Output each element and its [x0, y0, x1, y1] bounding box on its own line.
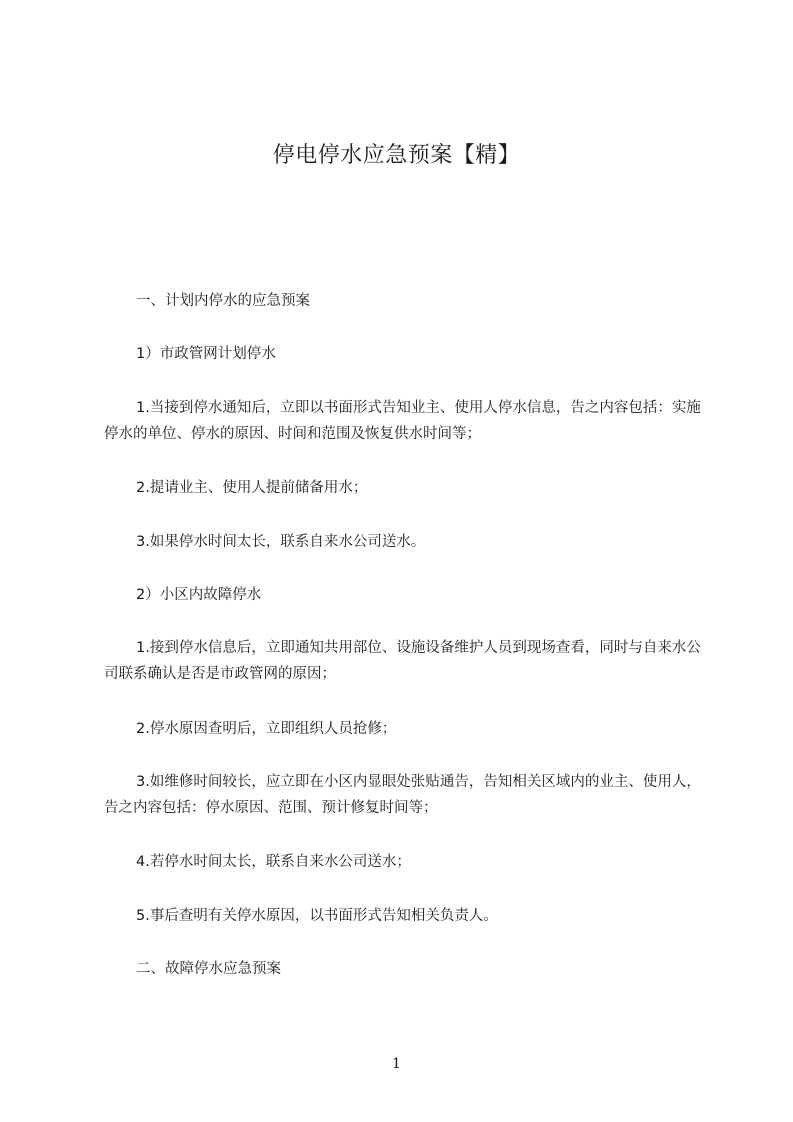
- subsection-heading-1: 1）市政管网计划停水: [136, 346, 276, 362]
- document-title: 停电停水应急预案【精】: [272, 143, 521, 168]
- paragraph-item: 3.如维修时间较长，应立即在小区内显眼处张贴通告，告知相关区域内的业主、使用人，告之内容包括：停水原因、范围、预计修复时间等；: [104, 774, 701, 816]
- paragraph-item: 3.如果停水时间太长，联系自来水公司送水。: [136, 534, 426, 550]
- paragraph-item: 4.若停水时间太长，联系自来水公司送水；: [136, 854, 411, 870]
- paragraph-item: 2.提请业主、使用人提前储备用水；: [136, 480, 368, 496]
- paragraph-item: 5.事后查明有关停水原因，以书面形式告知相关负责人。: [136, 908, 498, 924]
- paragraph-item: 2.停水原因查明后，立即组织人员抢修；: [136, 721, 397, 737]
- subsection-heading-2: 2）小区内故障停水: [136, 587, 262, 603]
- section-heading-2: 二、故障停水应急预案: [136, 961, 281, 977]
- paragraph-item: 1.接到停水信息后，立即通知共用部位、设施设备维护人员到现场查看，同时与自来水公司联系确认是否是市政管网的原因；: [104, 640, 701, 682]
- section-heading-1: 一、计划内停水的应急预案: [136, 293, 310, 309]
- page-number: 1: [392, 1056, 401, 1072]
- paragraph-item: 1.当接到停水通知后，立即以书面形式告知业主、使用人停水信息，告之内容包括：实施停水的单位、停水的原因、时间和范围及恢复供水时间等；: [104, 400, 701, 442]
